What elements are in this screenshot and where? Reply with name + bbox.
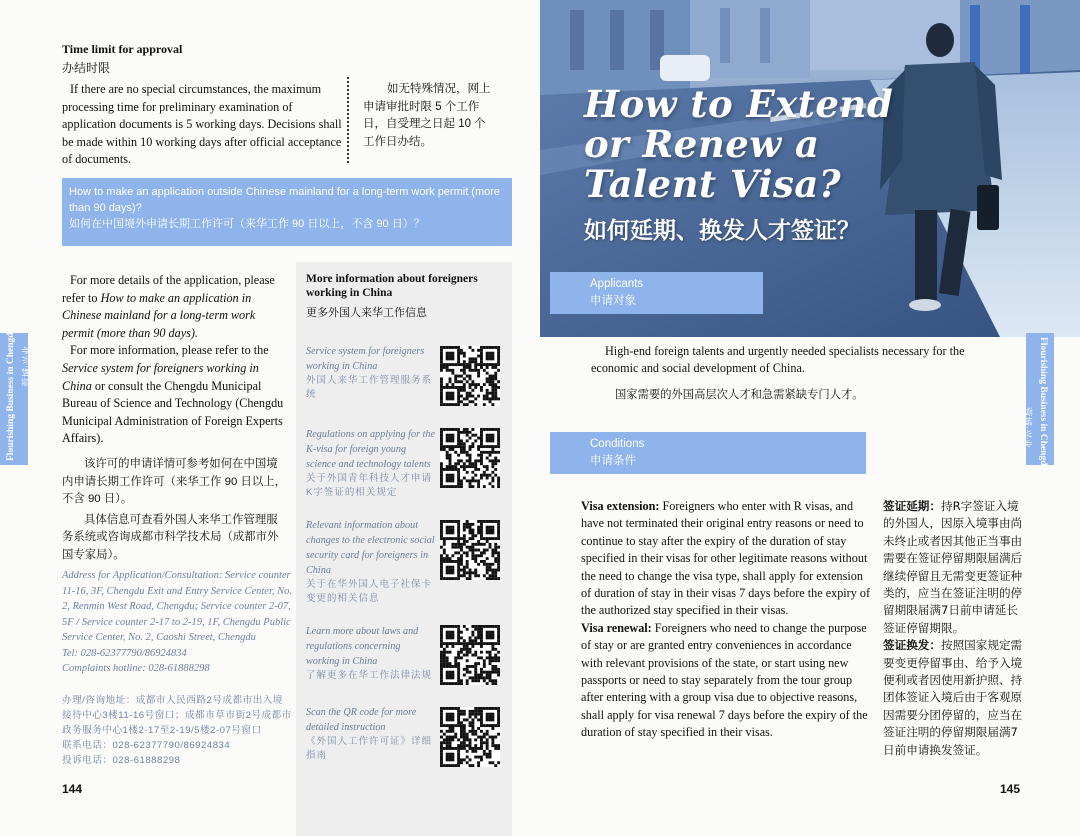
tel-zh: 联系电话：028-62377790/86924834 — [62, 739, 231, 751]
address-en: Address for Application/Consultation: Service counter 11-16, 3F, Chengdu Exit and Entry Service Center, No. 2, Renmin West Road, Chengdu; Service counter 2-07, 5F / Service counter 2-17 to 2-19, 1F, Chengdu Public Service Center, No. 2, Caoshi Street, Chengdu — [62, 570, 292, 643]
visa-renewal-paragraph: Visa renewal: Foreigners who need to change the purpose of stay or are granted entry conveniences in accordance with relevant provisions of the state, or start using new passports or need to stay separately from the tour group after entering with a group visa due to objective reasons, shall apply for visa renewal 7 days before the expiry of the duration of stay specified in their visas. — [581, 620, 868, 740]
visa-renewal-label: Visa renewal: — [581, 620, 652, 635]
applicants-text-zh: 国家需要的外国高层次人才和急需紧缺专门人才。 — [615, 388, 864, 401]
time-limit-text: If there are no special circumstances, the maximum processing time for preliminary examination of application documents is 5 working days. Decisions shall be made within 10 working days after official acceptance of documents. — [62, 82, 342, 167]
more-info-column — [296, 262, 512, 836]
service-system-reference: Service system for foreigners working in China — [62, 360, 259, 393]
conditions-label-zh: 申请条件 — [590, 455, 636, 467]
visa-extension-paragraph: Visa extension: Foreigners who enter with R visas, and have not terminated their original entry reasons or need to continue to stay after the expiry of the duration of stay specified in their visas for other legitimate reasons without the need to change the visa type, shall apply for extension of duration of stay in their visas 7 days before the expiry of the authorized stay specified in their visas. — [581, 499, 871, 618]
side-tab-left-zh: 蓉城·兴业 — [23, 345, 33, 387]
address-zh: 办理/咨询地址：成都市人民西路2号成都市出入境接待中心3楼11-16号窗口；成都市草市街2号成都市政务服务中心1楼2-17至2-19/5楼2-07号窗口 — [62, 694, 292, 736]
qr-code-work-permit-guide[interactable] — [440, 707, 500, 767]
para-zh-2: 具体信息可查看外国人来华工作管理服务系统或咨询成都市科学技术局（成都市外国专家局）。 — [62, 513, 279, 561]
address-block — [62, 568, 292, 768]
conditions-header — [550, 432, 866, 474]
qr-item-laws[interactable]: Learn more about laws and regulations concerning working in China 了解更多在华工作法律法规 — [306, 626, 433, 681]
qr-item-work-permit-guide[interactable]: Scan the QR code for more detailed instruction 《外国人工作许可证》详细指南 — [306, 707, 433, 761]
title-zh: 如何延期、换发人才签证？ — [584, 218, 860, 244]
title-en: How to Extend or Renew a Talent Visa? — [584, 82, 894, 206]
para-zh-1: 该许可的申请详情可参考如何在中国境内申请长期工作许可（来华工作 90 日以上，不含 90 日）。 — [62, 457, 287, 506]
renewal-zh-paragraph: 签证换发：按照国家规定需要变更停留事由、给予入境便利或者因使用新护照、持团体签证入境后由于客观原因需要分团停留的，应当在签证注明的停留期限届满7日前申请换发签证。 — [883, 638, 1023, 757]
time-limit-text-zh: 如无特殊情况，网上申请审批时限 5 个工作日，自受理之日起 10 个工作日办结。 — [363, 83, 491, 148]
applicants-text: High-end foreign talents and urgently needed specialists necessary for the economic and social development of China. — [591, 344, 965, 376]
qr-item-service-system[interactable]: Service system for foreigners working in China 外国人来华工作管理服务系统 — [306, 346, 433, 400]
side-tab-right — [1021, 333, 1054, 471]
more-info-heading-zh: 更多外国人来华工作信息 — [306, 307, 427, 319]
side-tab-right-zh: 蓉城·兴业 — [1021, 407, 1031, 449]
applicants-label-zh: 申请对象 — [590, 295, 636, 307]
banner-zh: 如何在中国境外申请长期工作许可（来华工作 90 日以上，不含 90 日）？ — [69, 218, 425, 230]
more-info-heading: More information about foreigners working in China — [306, 273, 478, 299]
hotline-en: Complaints hotline: 028-61888298 — [62, 663, 210, 674]
page-number-left: 144 — [62, 782, 83, 796]
time-limit-heading: Time limit for approval — [62, 42, 183, 56]
time-limit-heading-zh: 办结时限 — [62, 61, 111, 75]
qr-code-laws[interactable] — [440, 625, 500, 685]
side-tab-right-en: Flourishing Business in Chengdu — [1038, 337, 1048, 471]
applicants-header — [550, 272, 763, 314]
application-banner — [62, 178, 512, 246]
side-tab-left — [0, 327, 33, 465]
page-number-right: 145 — [1000, 782, 1021, 796]
application-guide-link: How to make an application in Chinese mainland for a long-term work permit (more than 90 days). — [62, 290, 256, 340]
conditions-text-en — [581, 498, 871, 742]
details-paragraph — [62, 272, 288, 565]
visa-extension-label: Visa extension: — [581, 499, 660, 513]
conditions-text-zh — [883, 498, 1025, 759]
qr-code-service-system[interactable] — [440, 346, 500, 406]
hero-photo — [540, 0, 1080, 337]
qr-code-social-security[interactable] — [440, 520, 500, 580]
conditions-label: Conditions — [590, 438, 645, 450]
qr-item-k-visa[interactable]: Regulations on applying for the K-visa for foreign young science and technology talents 关于外国青年科技人才申请K字签证的相关规定 — [306, 429, 436, 498]
tel-en: Tel: 028-62377790/86924834 — [62, 647, 187, 659]
hotline-zh: 投诉电话：028-61888298 — [62, 754, 181, 766]
applicants-label: Applicants — [590, 278, 644, 290]
qr-item-social-security[interactable]: Relevant information about changes to the electronic social security card for foreigners in China 关于在华外国人电子社保卡变更的相关信息 — [306, 520, 435, 604]
para-2: For more information, please refer to the Service system for foreigners working in China or consult the Chengdu Municipal Bureau of Science and Technology (Chengdu Municipal Administration of Foreign Experts Affairs). — [62, 343, 284, 446]
qr-code-k-visa[interactable] — [440, 428, 500, 488]
extension-zh-paragraph: 签证延期：持R字签证入境的外国人，因原入境事由尚未终止或者因其他正当事由需要在签证停留期限届满后继续停留且无需变更签证种类的，应当在签证注明的停留期限届满7日前申请延长签证停留期限。 — [883, 499, 1023, 635]
para-1: For more details of the application, please refer to How to make an application in Chinese mainland for a long-term work permit (more than 90 days). — [62, 273, 275, 340]
right-page — [540, 0, 1080, 836]
banner-en: How to make an application outside Chinese mainland for a long-term work permit (more than 90 days)? — [69, 186, 501, 214]
column-divider — [347, 77, 349, 163]
side-tab-left-en: Flourishing Business in Chengdu — [6, 327, 16, 461]
